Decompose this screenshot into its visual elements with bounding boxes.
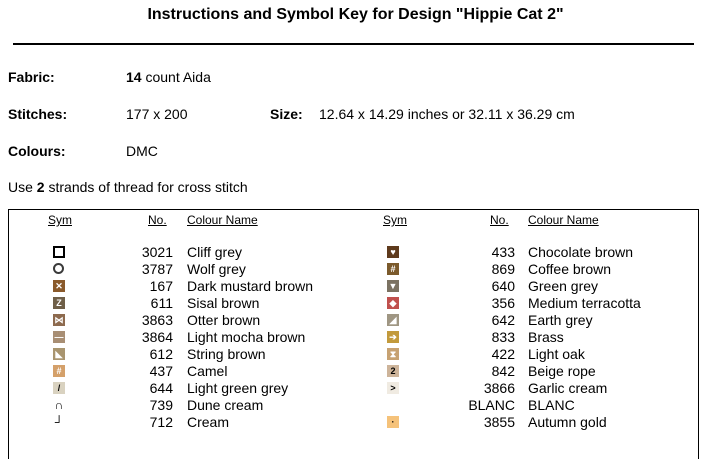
colour-name: Wolf grey [187, 261, 246, 277]
table-row [9, 380, 698, 397]
colour-name: Medium terracotta [528, 295, 641, 311]
table-row [9, 414, 698, 431]
colour-name: Coffee brown [528, 261, 612, 277]
colour-name: Chocolate brown [528, 244, 634, 260]
dmc-number: 640 [491, 278, 515, 294]
no-header-left: No. [148, 213, 167, 227]
dmc-number: 433 [491, 244, 515, 260]
dmc-number: 644 [149, 380, 173, 396]
corner-icon: ┘ [54, 415, 64, 429]
table-row [9, 397, 698, 414]
fabric-count: 14 [126, 69, 142, 85]
colour-name: Camel [187, 363, 228, 379]
blank-icon [387, 399, 399, 411]
arrow-icon: ➔ [387, 331, 399, 343]
strands-pre: Use [8, 179, 37, 195]
dmc-number: BLANC [468, 397, 515, 413]
colour-name: Sisal brown [187, 295, 260, 311]
dmc-number: 3787 [141, 261, 173, 277]
name-header-left: Colour Name [187, 213, 258, 227]
dmc-number: 3863 [141, 312, 173, 328]
hourglass-icon: ⧗ [387, 348, 399, 360]
sym-header-right: Sym [383, 213, 407, 227]
colours-value: DMC [126, 143, 158, 159]
colour-name: Otter brown [187, 312, 261, 328]
dmc-number: 3021 [141, 244, 173, 260]
down-triangle-icon: ▼ [388, 281, 398, 291]
colours-label: Colours: [8, 143, 66, 159]
dmc-number: 356 [491, 295, 515, 311]
heart-icon: ♥ [387, 246, 399, 258]
dmc-number: 3866 [483, 380, 515, 396]
table-row [9, 278, 698, 295]
chevron-icon: > [387, 382, 399, 394]
strands-count: 2 [36, 179, 45, 195]
colour-name: Autumn gold [528, 414, 607, 430]
colour-name: Brass [528, 329, 564, 345]
colour-name: Earth grey [528, 312, 593, 328]
dmc-number: 3855 [483, 414, 515, 430]
table-row [9, 295, 698, 312]
dmc-number: 3864 [141, 329, 173, 345]
colour-name: Dune cream [187, 397, 264, 413]
name-header-right: Colour Name [528, 213, 599, 227]
symbol-key-table [8, 209, 699, 459]
dmc-number: 869 [491, 261, 515, 277]
fabric-value [126, 69, 211, 85]
dmc-number: 422 [491, 346, 515, 362]
colour-name: BLANC [528, 397, 575, 413]
size-value: 12.64 x 14.29 inches or 32.11 x 36.29 cm [319, 106, 575, 122]
size-label: Size: [270, 106, 303, 122]
table-row [9, 244, 698, 261]
dmc-number: 712 [149, 414, 173, 430]
arch-icon: ∩ [54, 398, 64, 412]
dmc-number: 611 [150, 295, 173, 311]
dmc-number: 642 [491, 312, 515, 328]
two-icon: 2 [387, 365, 399, 377]
z-icon: Z [53, 297, 65, 309]
table-row [9, 346, 698, 363]
colour-name: Light green grey [187, 380, 289, 396]
hash-icon: # [53, 365, 65, 377]
wedge-icon: ◢ [387, 314, 399, 326]
dmc-number: 437 [149, 363, 173, 379]
colour-name: Green grey [528, 278, 599, 294]
colour-name: Dark mustard brown [187, 278, 314, 294]
colour-name: Garlic cream [528, 380, 608, 396]
table-row [9, 261, 698, 278]
colour-name: Light mocha brown [187, 329, 306, 345]
hash-icon: # [387, 263, 399, 275]
dmc-number: 167 [149, 278, 173, 294]
strands-instruction [8, 179, 248, 195]
table-row [9, 329, 698, 346]
page-title: Instructions and Symbol Key for Design "Hippie Cat 2" [147, 6, 564, 23]
dmc-number: 612 [149, 346, 173, 362]
no-header-right: No. [490, 213, 509, 227]
dot-icon: · [387, 416, 399, 428]
colour-name: Cliff grey [187, 244, 242, 260]
stitches-label: Stitches: [8, 106, 68, 122]
table-row [9, 312, 698, 329]
dmc-number: 833 [491, 329, 515, 345]
x-icon: ✕ [53, 280, 65, 292]
dash-icon: — [54, 332, 64, 342]
colour-name: String brown [187, 346, 266, 362]
title-divider [13, 43, 694, 45]
diamond-icon: ◆ [387, 297, 399, 309]
sym-header-left: Sym [48, 213, 72, 227]
slash-icon: / [53, 382, 65, 394]
colour-name: Beige rope [528, 363, 596, 379]
dmc-number: 739 [149, 397, 173, 413]
colour-name: Light oak [528, 346, 585, 362]
colour-name: Cream [187, 414, 230, 430]
triangle-icon: ◣ [53, 348, 65, 360]
strands-post: strands of thread for cross stitch [44, 179, 248, 195]
stitches-value: 177 x 200 [126, 106, 188, 122]
bowtie-icon: ⋈ [54, 315, 64, 325]
table-row [9, 363, 698, 380]
dmc-number: 842 [491, 363, 515, 379]
fabric-type: count Aida [141, 69, 211, 85]
fabric-label: Fabric: [8, 69, 55, 85]
